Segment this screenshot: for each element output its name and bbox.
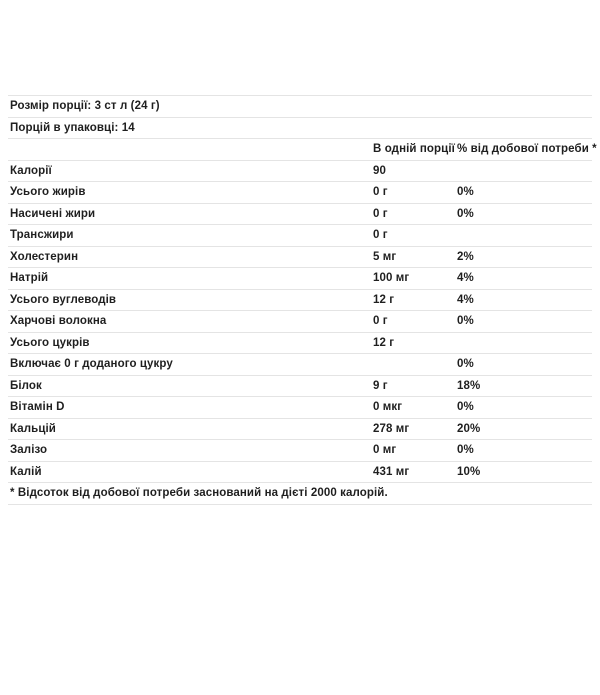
nutrient-amount: 431 мг	[373, 465, 410, 478]
nutrient-label: Залізо	[10, 444, 48, 457]
nutrient-daily-value: 4%	[457, 272, 474, 285]
nutrient-daily-value: 0%	[457, 358, 474, 371]
nutrient-label: Трансжири	[10, 229, 74, 242]
serving-size-row	[8, 95, 592, 117]
nutrient-daily-value: 10%	[457, 465, 481, 478]
nutrient-label: Кальцій	[10, 422, 56, 435]
nutrient-label: Вітамін D	[10, 401, 65, 414]
nutrient-daily-value: 20%	[457, 422, 481, 435]
nutrient-amount: 12 г	[373, 336, 395, 349]
nutrient-amount: 0 мг	[373, 444, 397, 457]
nutrient-amount: 0 г	[373, 186, 388, 199]
table-row-calcium	[8, 418, 592, 440]
nutrient-daily-value: 0%	[457, 401, 474, 414]
nutrient-label: Холестерин	[10, 250, 79, 263]
table-row-cholesterol	[8, 246, 592, 268]
table-header-row	[8, 138, 597, 160]
nutrient-daily-value: 18%	[457, 379, 481, 392]
nutrient-label: Натрій	[10, 272, 49, 285]
table-row-potassium	[8, 461, 592, 483]
nutrient-label: Калорії	[10, 164, 52, 177]
nutrient-amount: 90	[373, 164, 386, 177]
nutrient-label: Калій	[10, 465, 42, 478]
nutrient-amount: 12 г	[373, 293, 395, 306]
nutrient-daily-value: 0%	[457, 186, 474, 199]
table-row-total-sugars	[8, 332, 592, 354]
footnote-text: * Відсоток від добової потреби заснований на дієті 2000 калорій.	[10, 487, 388, 500]
nutrient-daily-value: 0%	[457, 444, 474, 457]
nutrient-daily-value: 2%	[457, 250, 474, 263]
nutrient-amount: 100 мг	[373, 272, 410, 285]
nutrient-amount: 9 г	[373, 379, 388, 392]
table-row-added-sugars	[8, 353, 592, 375]
nutrient-label: Насичені жири	[10, 207, 96, 220]
nutrient-daily-value: 0%	[457, 207, 474, 220]
column-header-amount: В одній порції	[373, 143, 455, 156]
table-row-sodium	[8, 267, 592, 289]
table-row-calories	[8, 160, 592, 182]
nutrient-amount: 5 мг	[373, 250, 397, 263]
nutrient-amount: 0 г	[373, 207, 388, 220]
nutrient-daily-value: 0%	[457, 315, 474, 328]
servings-per-container-row	[8, 117, 592, 139]
nutrient-label: Усього цукрів	[10, 336, 90, 349]
table-row-iron	[8, 439, 592, 461]
footnote-row	[8, 482, 592, 504]
serving-size-text: Розмір порції: 3 ст л (24 г)	[10, 100, 160, 113]
table-row-total-carbs	[8, 289, 592, 311]
column-header-daily-value: % від добової потреби *	[457, 143, 597, 156]
table-row-total-fat	[8, 181, 592, 203]
table-row-vitamin-d	[8, 396, 592, 418]
table-row-protein	[8, 375, 592, 397]
nutrient-label: Усього жирів	[10, 186, 86, 199]
servings-per-container-text: Порцій в упаковці: 14	[10, 121, 135, 134]
table-row-saturated-fat	[8, 203, 592, 225]
table-row-trans-fat	[8, 224, 592, 246]
nutrient-amount: 0 г	[373, 315, 388, 328]
nutrient-label: Харчові волокна	[10, 315, 107, 328]
nutrient-label: Включає 0 г доданого цукру	[10, 358, 173, 371]
nutrient-label: Білок	[10, 379, 42, 392]
nutrition-facts-table	[8, 95, 597, 505]
nutrient-label: Усього вуглеводів	[10, 293, 117, 306]
nutrient-amount: 0 мкг	[373, 401, 403, 414]
table-row-dietary-fiber	[8, 310, 592, 332]
nutrient-amount: 0 г	[373, 229, 388, 242]
nutrient-daily-value: 4%	[457, 293, 474, 306]
nutrient-amount: 278 мг	[373, 422, 410, 435]
